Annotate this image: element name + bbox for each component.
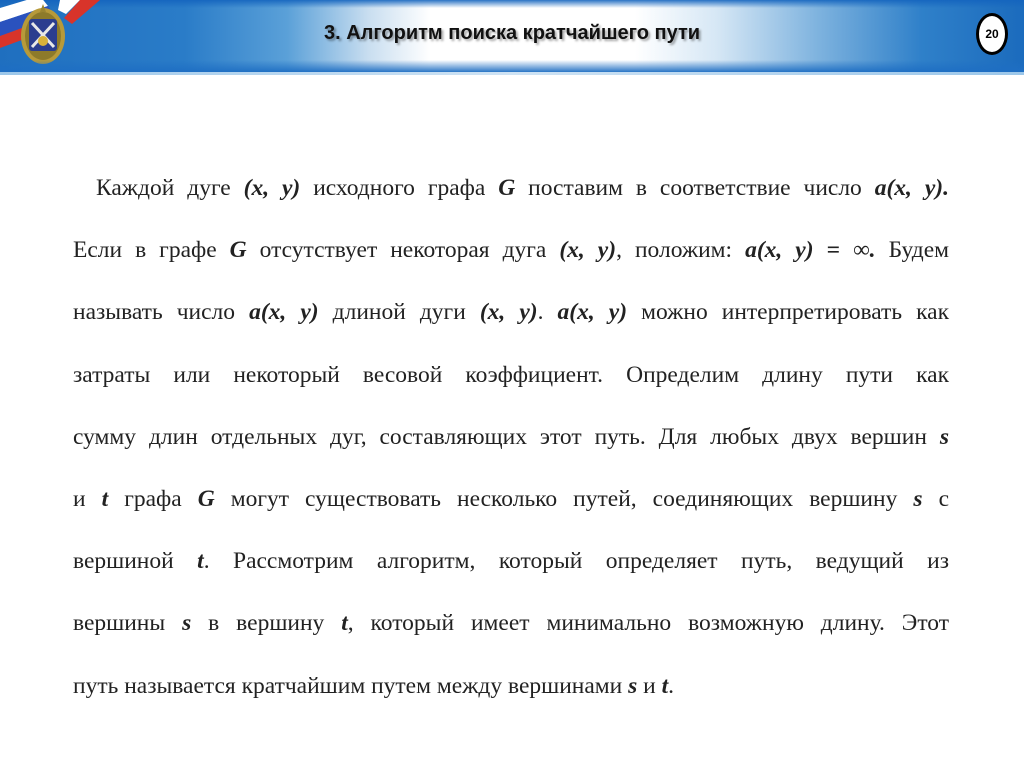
text-run: Будем <box>875 237 949 264</box>
math-term: s <box>913 485 923 512</box>
slide-header <box>0 0 1024 72</box>
paragraph-line <box>73 219 949 281</box>
text-run: с <box>922 485 949 512</box>
math-term: G <box>229 237 247 264</box>
math-term: s <box>182 610 192 637</box>
text-run: затраты или некоторый весовой коэффициент. Определим длину пути как <box>73 361 949 388</box>
math-term: G <box>197 485 215 512</box>
text-run: . Рассмотрим алгоритм, который определяет путь, ведущий из <box>203 548 949 575</box>
text-run: в вершину <box>191 610 342 637</box>
math-term: t <box>197 548 204 575</box>
text-run: длиной дуги <box>318 299 480 326</box>
math-term: s <box>628 672 638 699</box>
paragraph-line <box>73 468 949 530</box>
math-term: (x, y) <box>243 175 301 201</box>
math-term: a(x, y) = ∞. <box>745 237 876 264</box>
text-run: можно интерпретировать как <box>627 299 949 326</box>
text-run: поставим в соответствие число <box>515 175 875 201</box>
math-term: (x, y) <box>479 299 538 326</box>
body-paragraph <box>73 157 949 717</box>
math-term: t <box>341 610 348 637</box>
text-run: сумму длин отдельных дуг, составляющих этот путь. Для любых двух вершин <box>73 423 940 450</box>
math-term: a(x, y). <box>874 175 949 201</box>
paragraph-line <box>73 530 949 592</box>
paragraph-line <box>73 157 949 219</box>
text-run: вершиной <box>73 548 198 575</box>
header-divider <box>0 72 1024 75</box>
paragraph-line <box>73 406 949 468</box>
text-run: и <box>637 672 662 699</box>
math-term: s <box>939 423 949 450</box>
text-run: отсутствует некоторая дуга <box>246 237 560 264</box>
text-run: путь называется кратчайшим путем между вершинами <box>73 672 629 699</box>
text-run: графа <box>108 485 198 512</box>
math-term: t <box>661 672 669 699</box>
text-run: . <box>537 299 558 326</box>
paragraph-line <box>73 592 949 654</box>
math-term: G <box>498 175 516 201</box>
text-run: , положим: <box>616 237 746 264</box>
text-run: исходного графа <box>300 175 499 201</box>
text-run: вершины <box>73 610 183 637</box>
paragraph-line <box>73 281 949 343</box>
text-run: могут существовать несколько путей, соединяющих вершину <box>214 485 914 512</box>
text-run: Если в графе <box>73 237 230 264</box>
math-term: a(x, y) <box>557 299 628 326</box>
math-term: a(x, y) <box>249 299 319 326</box>
text-run: Каждой дуге <box>96 175 244 201</box>
text-run: , который имеет минимально возможную длину. Этот <box>347 610 949 637</box>
text-run: и <box>73 485 102 512</box>
math-term: t <box>101 485 109 512</box>
math-term: (x, y) <box>559 237 617 264</box>
text-run: . <box>668 672 675 699</box>
text-run: называть число <box>73 299 250 326</box>
slide-title: 3. Алгоритм поиска кратчайшего пути <box>323 22 701 44</box>
paragraph-line <box>73 655 949 717</box>
page-number-badge: 20 <box>976 13 1008 55</box>
paragraph-line <box>73 344 949 406</box>
